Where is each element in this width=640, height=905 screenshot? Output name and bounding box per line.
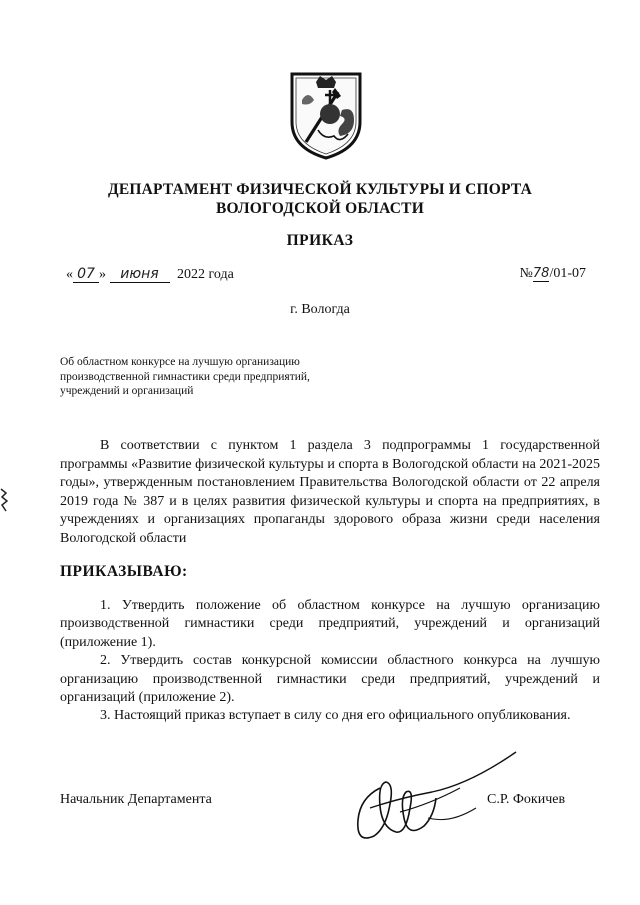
document-type: ПРИКАЗ [286, 232, 354, 249]
order-number-handwritten: 78 [532, 266, 550, 281]
department-title [0, 180, 640, 218]
order-verb: ПРИКАЗЫВАЮ: [60, 563, 188, 580]
order-item-3: 3. Настоящий приказ вступает в силу со дня его официального опубликования. [100, 708, 571, 724]
date-quote-open: « [66, 267, 73, 282]
department-line-2: ВОЛОГОДСКОЙ ОБЛАСТИ [216, 200, 424, 217]
order-number [520, 266, 586, 282]
date-day-handwritten: 07 [73, 266, 99, 283]
order-item-2: 2. Утвердить состав конкурсной комиссии областного конкурса на лучшую организацию производственной гимнастики среди предприятий, учреждений и организаций (приложение 2). [60, 653, 600, 706]
date-quote-close: » [99, 267, 106, 282]
coat-of-arms-icon [288, 70, 364, 160]
department-line-1: ДЕПАРТАМЕНТ ФИЗИЧЕСКОЙ КУЛЬТУРЫ И СПОРТА [107, 181, 533, 198]
order-number-suffix: /01-07 [549, 266, 586, 281]
signer-name: С.Р. Фокичев [487, 792, 566, 807]
city: г. Вологда [290, 302, 350, 317]
order-items [60, 597, 600, 726]
date-month-handwritten: июня [110, 266, 170, 283]
signer-title: Начальник Департамента [60, 792, 212, 807]
preamble-paragraph: В соответствии с пунктом 1 раздела 3 подпрограммы 1 государственной программы «Развитие физической культуры и спорта в Вологодской области на 2021-2025 годы», утвержденным постановлением Правительства Вологодской области от 22 апреля 2019 года № 387 и в целях развития физической культуры и спорта на предприятиях, в учреждениях и организациях пропаганды здорового образа жизни среди населения Вологодской области [60, 438, 600, 546]
order-subject: Об областном конкурсе на лучшую организацию производственной гимнастики среди предприятий, учреждений и организаций [60, 356, 310, 398]
binding-mark-icon [0, 487, 8, 513]
order-date [66, 266, 234, 283]
order-number-prefix: № [519, 266, 533, 281]
date-year: 2022 года [177, 267, 234, 282]
order-item-1: 1. Утвердить положение об областном конкурсе на лучшую организацию производственной гимнастики среди предприятий, учреждений и организаций (приложение 1). [60, 598, 600, 650]
